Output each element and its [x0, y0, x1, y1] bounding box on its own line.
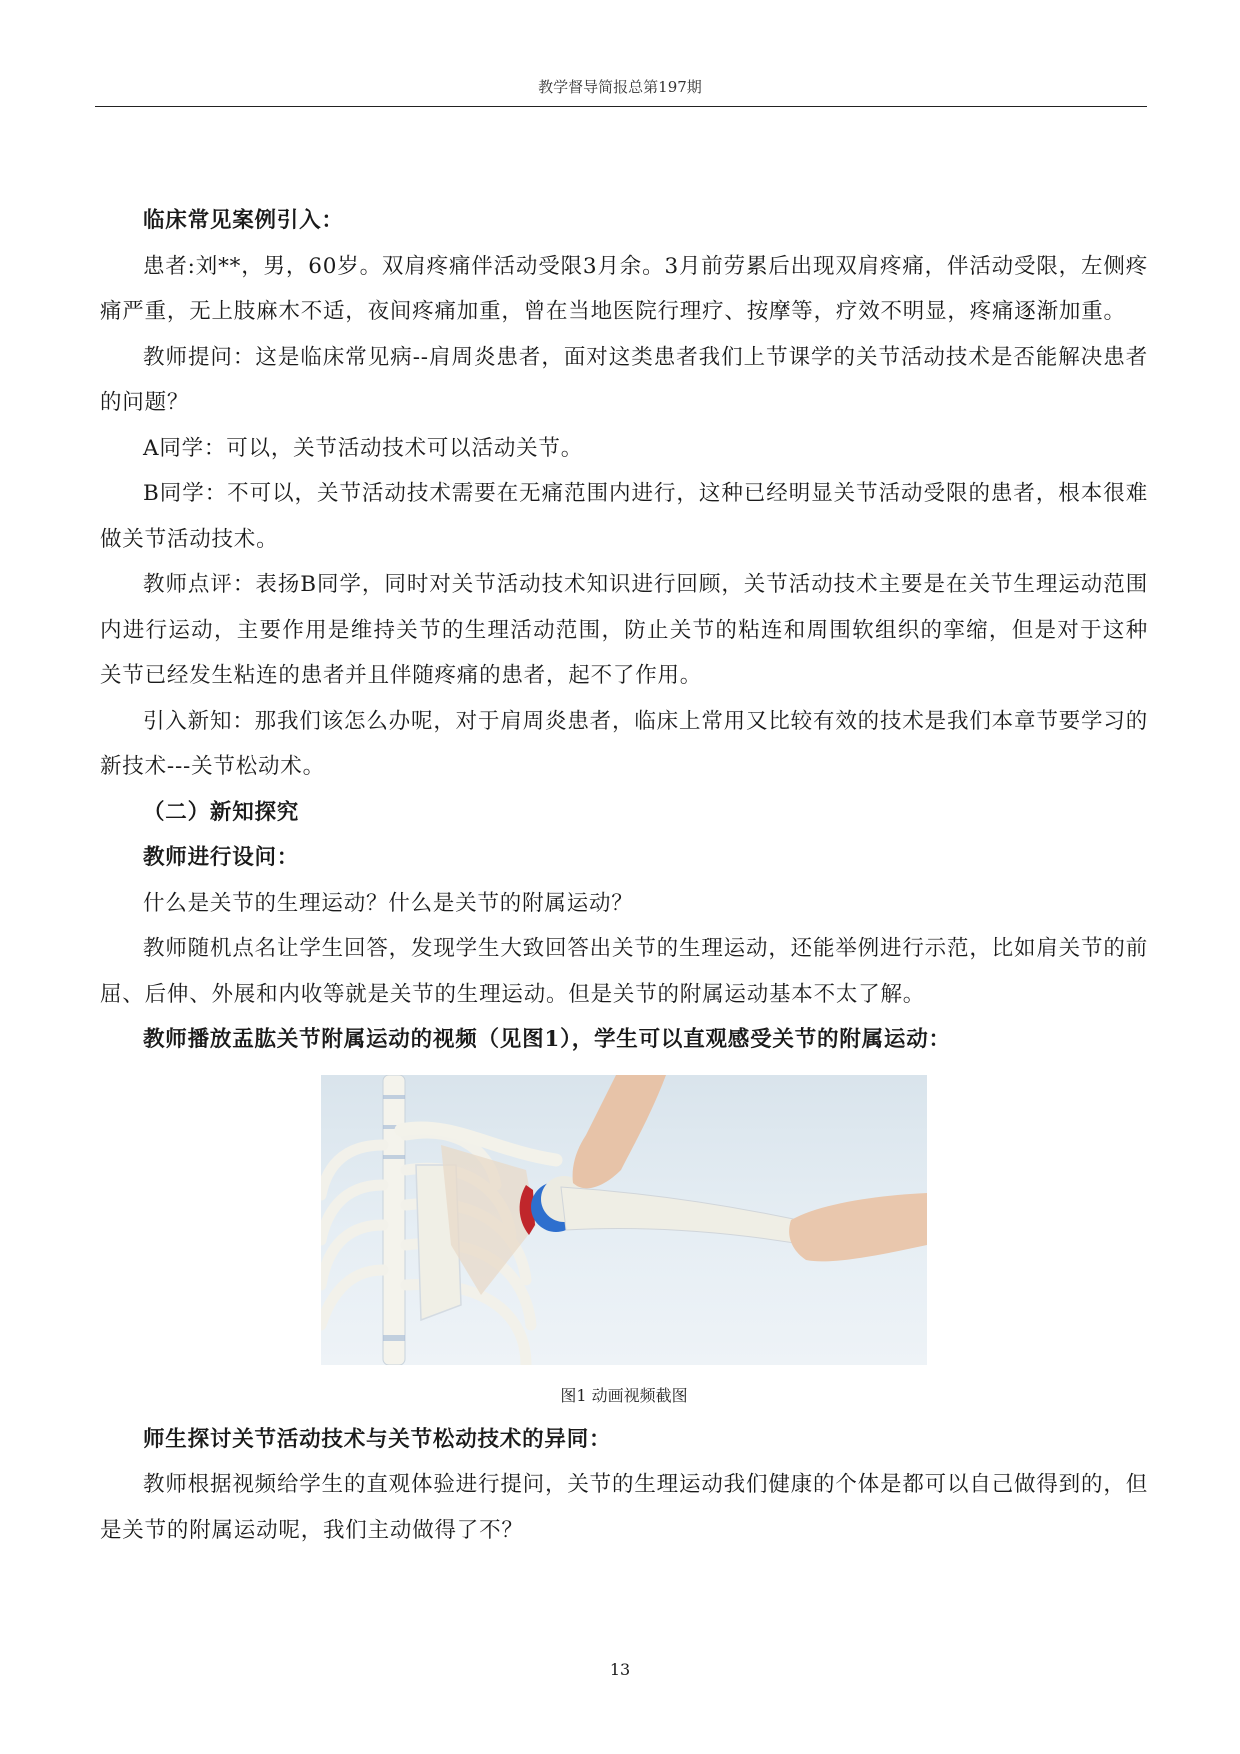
- paragraph-student-a: A同学：可以，关节活动技术可以活动关节。: [143, 435, 584, 461]
- heading-section-2: （二）新知探究: [143, 799, 300, 825]
- paragraph-patient: 患者:刘**，男，60岁。双肩疼痛伴活动受限3月余。3月前劳累后出现双肩疼痛，伴活动受限，左侧疼痛严重，无上肢麻木不适，夜间疼痛加重，曾在当地医院行理疗、按摩等，疗效不明显，疼痛逐渐加重。: [100, 253, 1148, 324]
- paragraph-student-b: B同学：不可以，关节活动技术需要在无痛范围内进行，这种已经明显关节活动受限的患者，根本很难做关节活动技术。: [100, 481, 1148, 552]
- paragraph-question: 什么是关节的生理运动？什么是关节的附属运动？: [143, 890, 634, 916]
- shoulder-skeleton-illustration: [321, 1075, 927, 1365]
- heading-questions: 教师进行设问：: [143, 845, 300, 870]
- paragraph-teacher-question: 教师提问：这是临床常见病--肩周炎患者，面对这类患者我们上节课学的关节活动技术是否能解决患者的问题？: [100, 344, 1148, 415]
- page-number: 13: [609, 1660, 631, 1679]
- running-header: 教学督导简报总第197期: [538, 78, 702, 96]
- heading-discuss: 师生探讨关节活动技术与关节松动技术的异同：: [143, 1426, 612, 1452]
- header-rule: [95, 106, 1147, 107]
- paragraph-new-knowledge: 引入新知：那我们该怎么办呢，对于肩周炎患者，临床上常用又比较有效的技术是我们本章节要学习的新技术---关节松动术。: [100, 708, 1148, 779]
- page-body: [100, 198, 1148, 1553]
- paragraph-teacher-comment: 教师点评：表扬B同学，同时对关节活动技术知识进行回顾，关节活动技术主要是在关节生理运动范围内进行运动，主要作用是维持关节的生理活动范围，防止关节的粘连和周围软组织的挛缩，但是对于这种关节已经发生粘连的患者并且伴随疼痛的患者，起不了作用。: [100, 572, 1148, 688]
- heading-video: 教师播放盂肱关节附属运动的视频（见图1），学生可以直观感受关节的附属运动：: [143, 1027, 951, 1052]
- figure-caption: 图1 动画视频截图: [560, 1385, 688, 1405]
- paragraph-random-call: 教师随机点名让学生回答，发现学生大致回答出关节的生理运动，还能举例进行示范，比如肩关节的前屈、后伸、外展和内收等就是关节的生理运动。但是关节的附属运动基本不太了解。: [100, 936, 1148, 1007]
- heading-case: 临床常见案例引入：: [143, 208, 344, 233]
- paragraph-discuss: 教师根据视频给学生的直观体验进行提问，关节的生理运动我们健康的个体是都可以自己做得到的，但是关节的附属运动呢，我们主动做得了不？: [100, 1472, 1148, 1543]
- figure-animation-screenshot: [321, 1075, 927, 1365]
